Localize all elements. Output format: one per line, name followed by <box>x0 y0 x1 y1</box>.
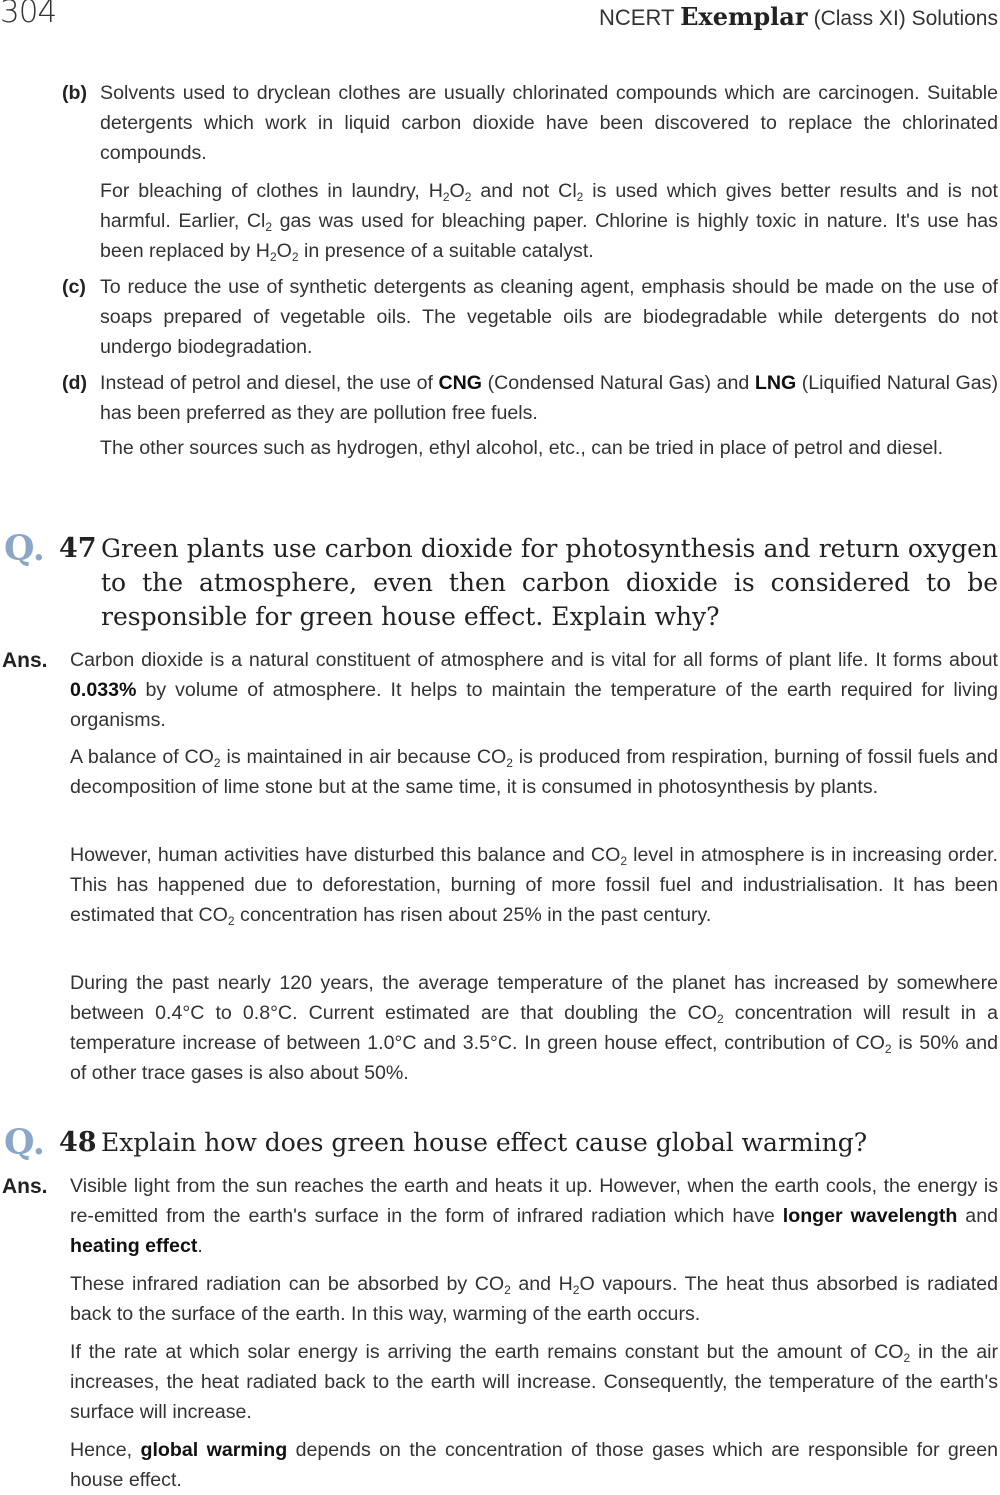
item-d-paragraph-1: Instead of petrol and diesel, the use of CNG (Condensed Natural Gas) and LNG (Liquified Natural Gas) has been preferred as they are pollution free fuels. <box>100 372 998 424</box>
item-b-paragraph-2: For bleaching of clothes in laundry, $H_2O_2$ and not $Cl_2$ is used which gives better results and is not harmful. Earlier, $Cl_2$ gas was used for bleaching paper. Chlorine is highly toxic in nature. It's use has been replaced by $H_2O_2$ in presence of a suitable catalyst. <box>100 180 998 264</box>
answer-48-label: Ans. <box>2 1175 48 1198</box>
question-48-mark: Q. <box>4 1122 45 1163</box>
answer-47-paragraph-4: During the past nearly 120 years, the average temperature of the planet has increased by somewhere between 0.4°C to 0.8°C. Current estimated are that doubling the $CO_2$ concentration will result in a temperature increase of between 1.0°C and 3.5°C. In green house effect, contribution of $CO_2$ is 50% and of other trace gases is also about 50%. <box>70 972 998 1084</box>
answer-47-paragraph-1: Carbon dioxide is a natural constituent of atmosphere and is vital for all forms of plant life. It forms about 0.033% by volume of atmosphere. It helps to maintain the temperature of the earth required for living organisms. <box>70 649 998 731</box>
book-suffix: (Class XI) Solutions <box>813 7 998 30</box>
item-c-label: (c) <box>62 276 86 298</box>
answer-48-paragraph-2: These infrared radiation can be absorbed by $CO_2$ and $H_2O$ vapours. The heat thus absorbed is radiated back to the surface of the earth. In this way, warming of the earth occurs. <box>70 1273 998 1325</box>
page-number: 304 <box>0 0 57 30</box>
running-head <box>599 2 998 31</box>
answer-48-paragraph-4: Hence, global warming depends on the concentration of those gases which are responsible for green house effect. <box>70 1439 999 1491</box>
answer-48-paragraph-3: If the rate at which solar energy is arriving the earth remains constant but the amount of $CO_2$ in the air increases, the heat radiated back to the earth will increase. Consequently, the temperature of the earth's surface will increase. <box>70 1341 998 1423</box>
question-47-mark: Q. <box>4 528 45 569</box>
book-prefix: NCERT <box>599 5 674 30</box>
answer-47-paragraph-3: However, human activities have disturbed this balance and $CO_2$ level in atmosphere is in increasing order. This has happened due to deforestation, burning of more fossil fuel and industrialisation. It has been estimated that $CO_2$ concentration has risen about 25% in the past century. <box>70 844 998 928</box>
question-47-text: Green plants use carbon dioxide for photosynthesis and return oxygen to the atmosphere, even then carbon dioxide is considered to be responsible for green house effect. Explain why? <box>101 534 998 631</box>
question-48-text: Explain how does green house effect cause global warming? <box>101 1128 868 1157</box>
item-b-label: (b) <box>62 82 88 104</box>
item-b-paragraph-1: Solvents used to dryclean clothes are usually chlorinated compounds which are carcinogen. Suitable detergents which work in liquid carbon dioxide have been discovered to replace the chlorinated compounds. <box>100 82 998 164</box>
answer-48-paragraph-1: Visible light from the sun reaches the earth and heats it up. However, when the earth cools, the energy is re-emitted from the earth's surface in the form of infrared radiation which have longer wavelength and heating effect. <box>70 1175 998 1257</box>
book-title-bold: Exemplar <box>680 2 808 31</box>
item-c-paragraph: To reduce the use of synthetic detergents as cleaning agent, emphasis should be made on the use of soaps prepared of vegetable oils. The vegetable oils are biodegradable while detergents do not undergo biodegradation. <box>100 276 998 358</box>
item-d-paragraph-2: The other sources such as hydrogen, ethyl alcohol, etc., can be tried in place of petrol and diesel. <box>100 437 944 459</box>
item-d-label: (d) <box>62 372 88 394</box>
answer-47-label: Ans. <box>2 649 48 672</box>
question-47-number: 47 <box>59 533 97 564</box>
question-48-number: 48 <box>59 1127 97 1158</box>
answer-47-paragraph-2: A balance of $CO_2$ is maintained in air because $CO_2$ is produced from respiration, burning of fossil fuels and decomposition of lime stone but at the same time, it is consumed in photosynthesis by plants. <box>70 746 998 798</box>
